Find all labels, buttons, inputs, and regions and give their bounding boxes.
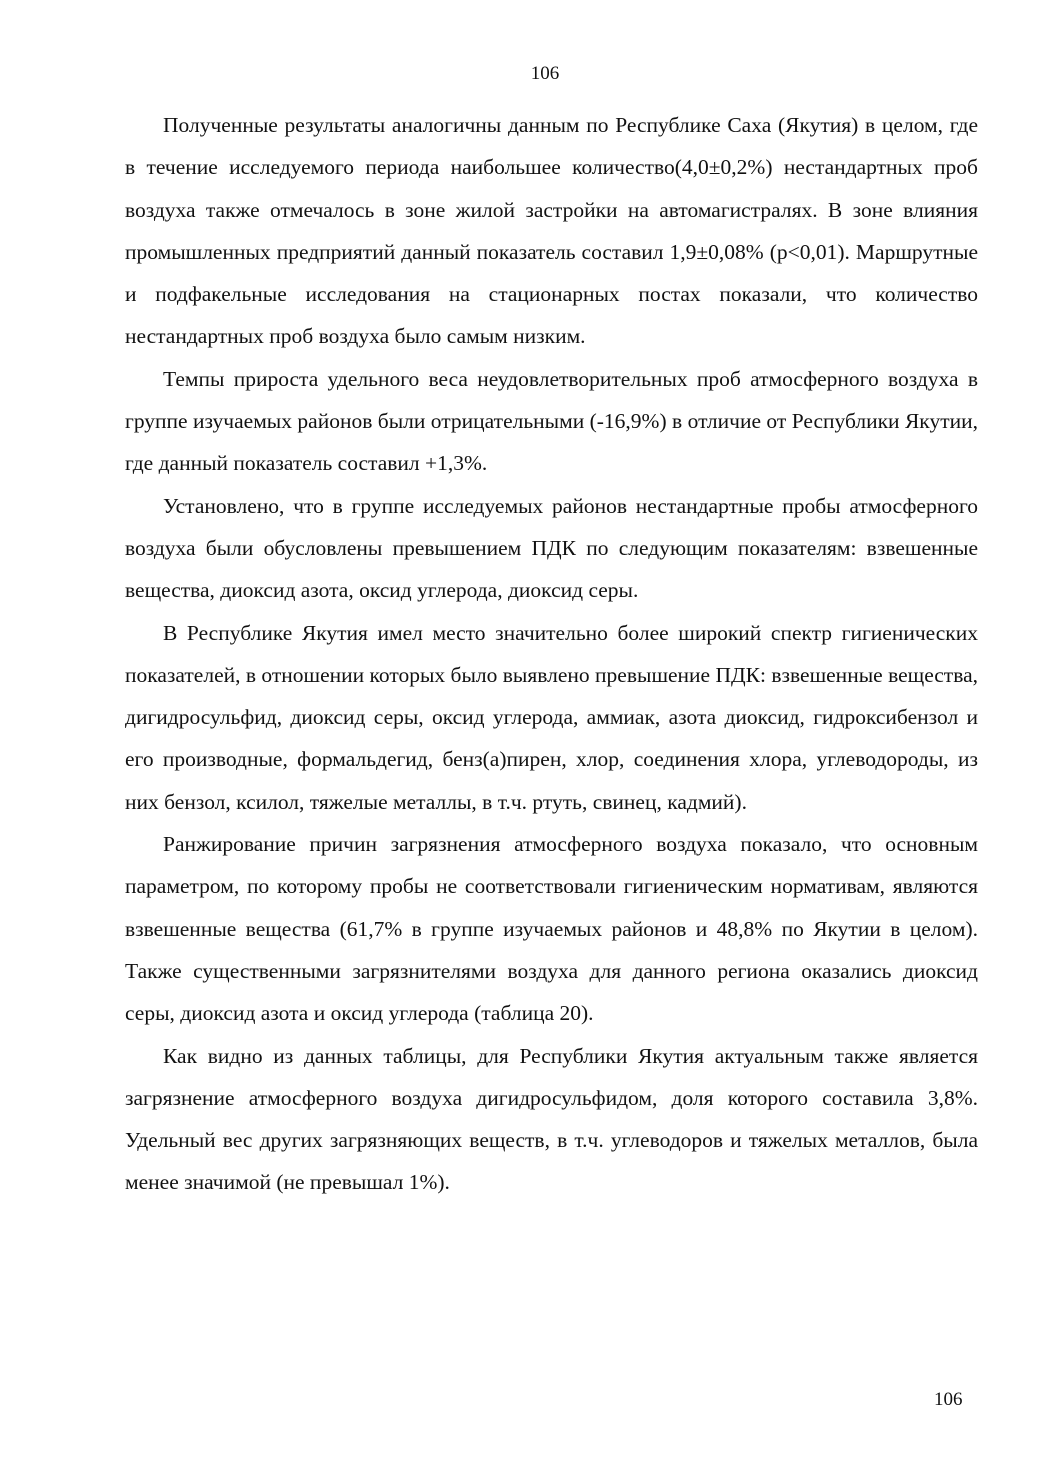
page-number-bottom: 106 (934, 1389, 963, 1410)
paragraph-4: В Республике Якутия имел место значительно более широкий спектр гигиенических показателей, в отношении которых было выявлено превышение ПДК: взвешенные вещества, дигидросульфид, диоксид серы, оксид углерода, аммиак, азота диоксид, гидроксибензол и его производные, формальдегид, бенз(а)пирен, хлор, соединения хлора, углеводороды, из них бензол, ксилол, тяжелые металлы, в т.ч. ртуть, свинец, кадмий). (125, 620, 978, 814)
body-text (125, 104, 978, 1204)
paragraph-3: Установлено, что в группе исследуемых районов нестандартные пробы атмосферного воздуха были обусловлены превышением ПДК по следующим показателям: взвешенные вещества, диоксид азота, оксид углерода, диоксид серы. (125, 493, 978, 603)
paragraph-5: Ранжирование причин загрязнения атмосферного воздуха показало, что основным параметром, по которому пробы не соответствовали гигиеническим нормативам, являются взвешенные вещества (61,7% в группе изучаемых районов и 48,8% по Якутии в целом). Также существенными загрязнителями воздуха для данного региона оказались диоксид серы, диоксид азота и оксид углерода (таблица 20). (125, 832, 978, 1026)
paragraph-6: Как видно из данных таблицы, для Республики Якутия актуальным также является загрязнение атмосферного воздуха дигидросульфидом, доля которого составила 3,8%. Удельный вес других загрязняющих веществ, в т.ч. углеводоров и тяжелых металлов, была менее значимой (не превышал 1%). (125, 1043, 978, 1195)
paragraph-1: Полученные результаты аналогичны данным по Республике Саха (Якутия) в целом, где в течение исследуемого периода наибольшее количество(4,0±0,2%) нестандартных проб воздуха также отмечалось в зоне жилой застройки на автомагистралях. В зоне влияния промышленных предприятий данный показатель составил 1,9±0,08% (р<0,01). Маршрутные и подфакельные исследования на стационарных постах показали, что количество нестандартных проб воздуха было самым низким. (125, 113, 978, 349)
paragraph-2: Темпы прироста удельного веса неудовлетворительных проб атмосферного воздуха в группе изучаемых районов были отрицательными (-16,9%) в отличие от Республики Якутии, где данный показатель составил +1,3%. (125, 366, 978, 476)
page-number-top: 106 (530, 63, 560, 84)
